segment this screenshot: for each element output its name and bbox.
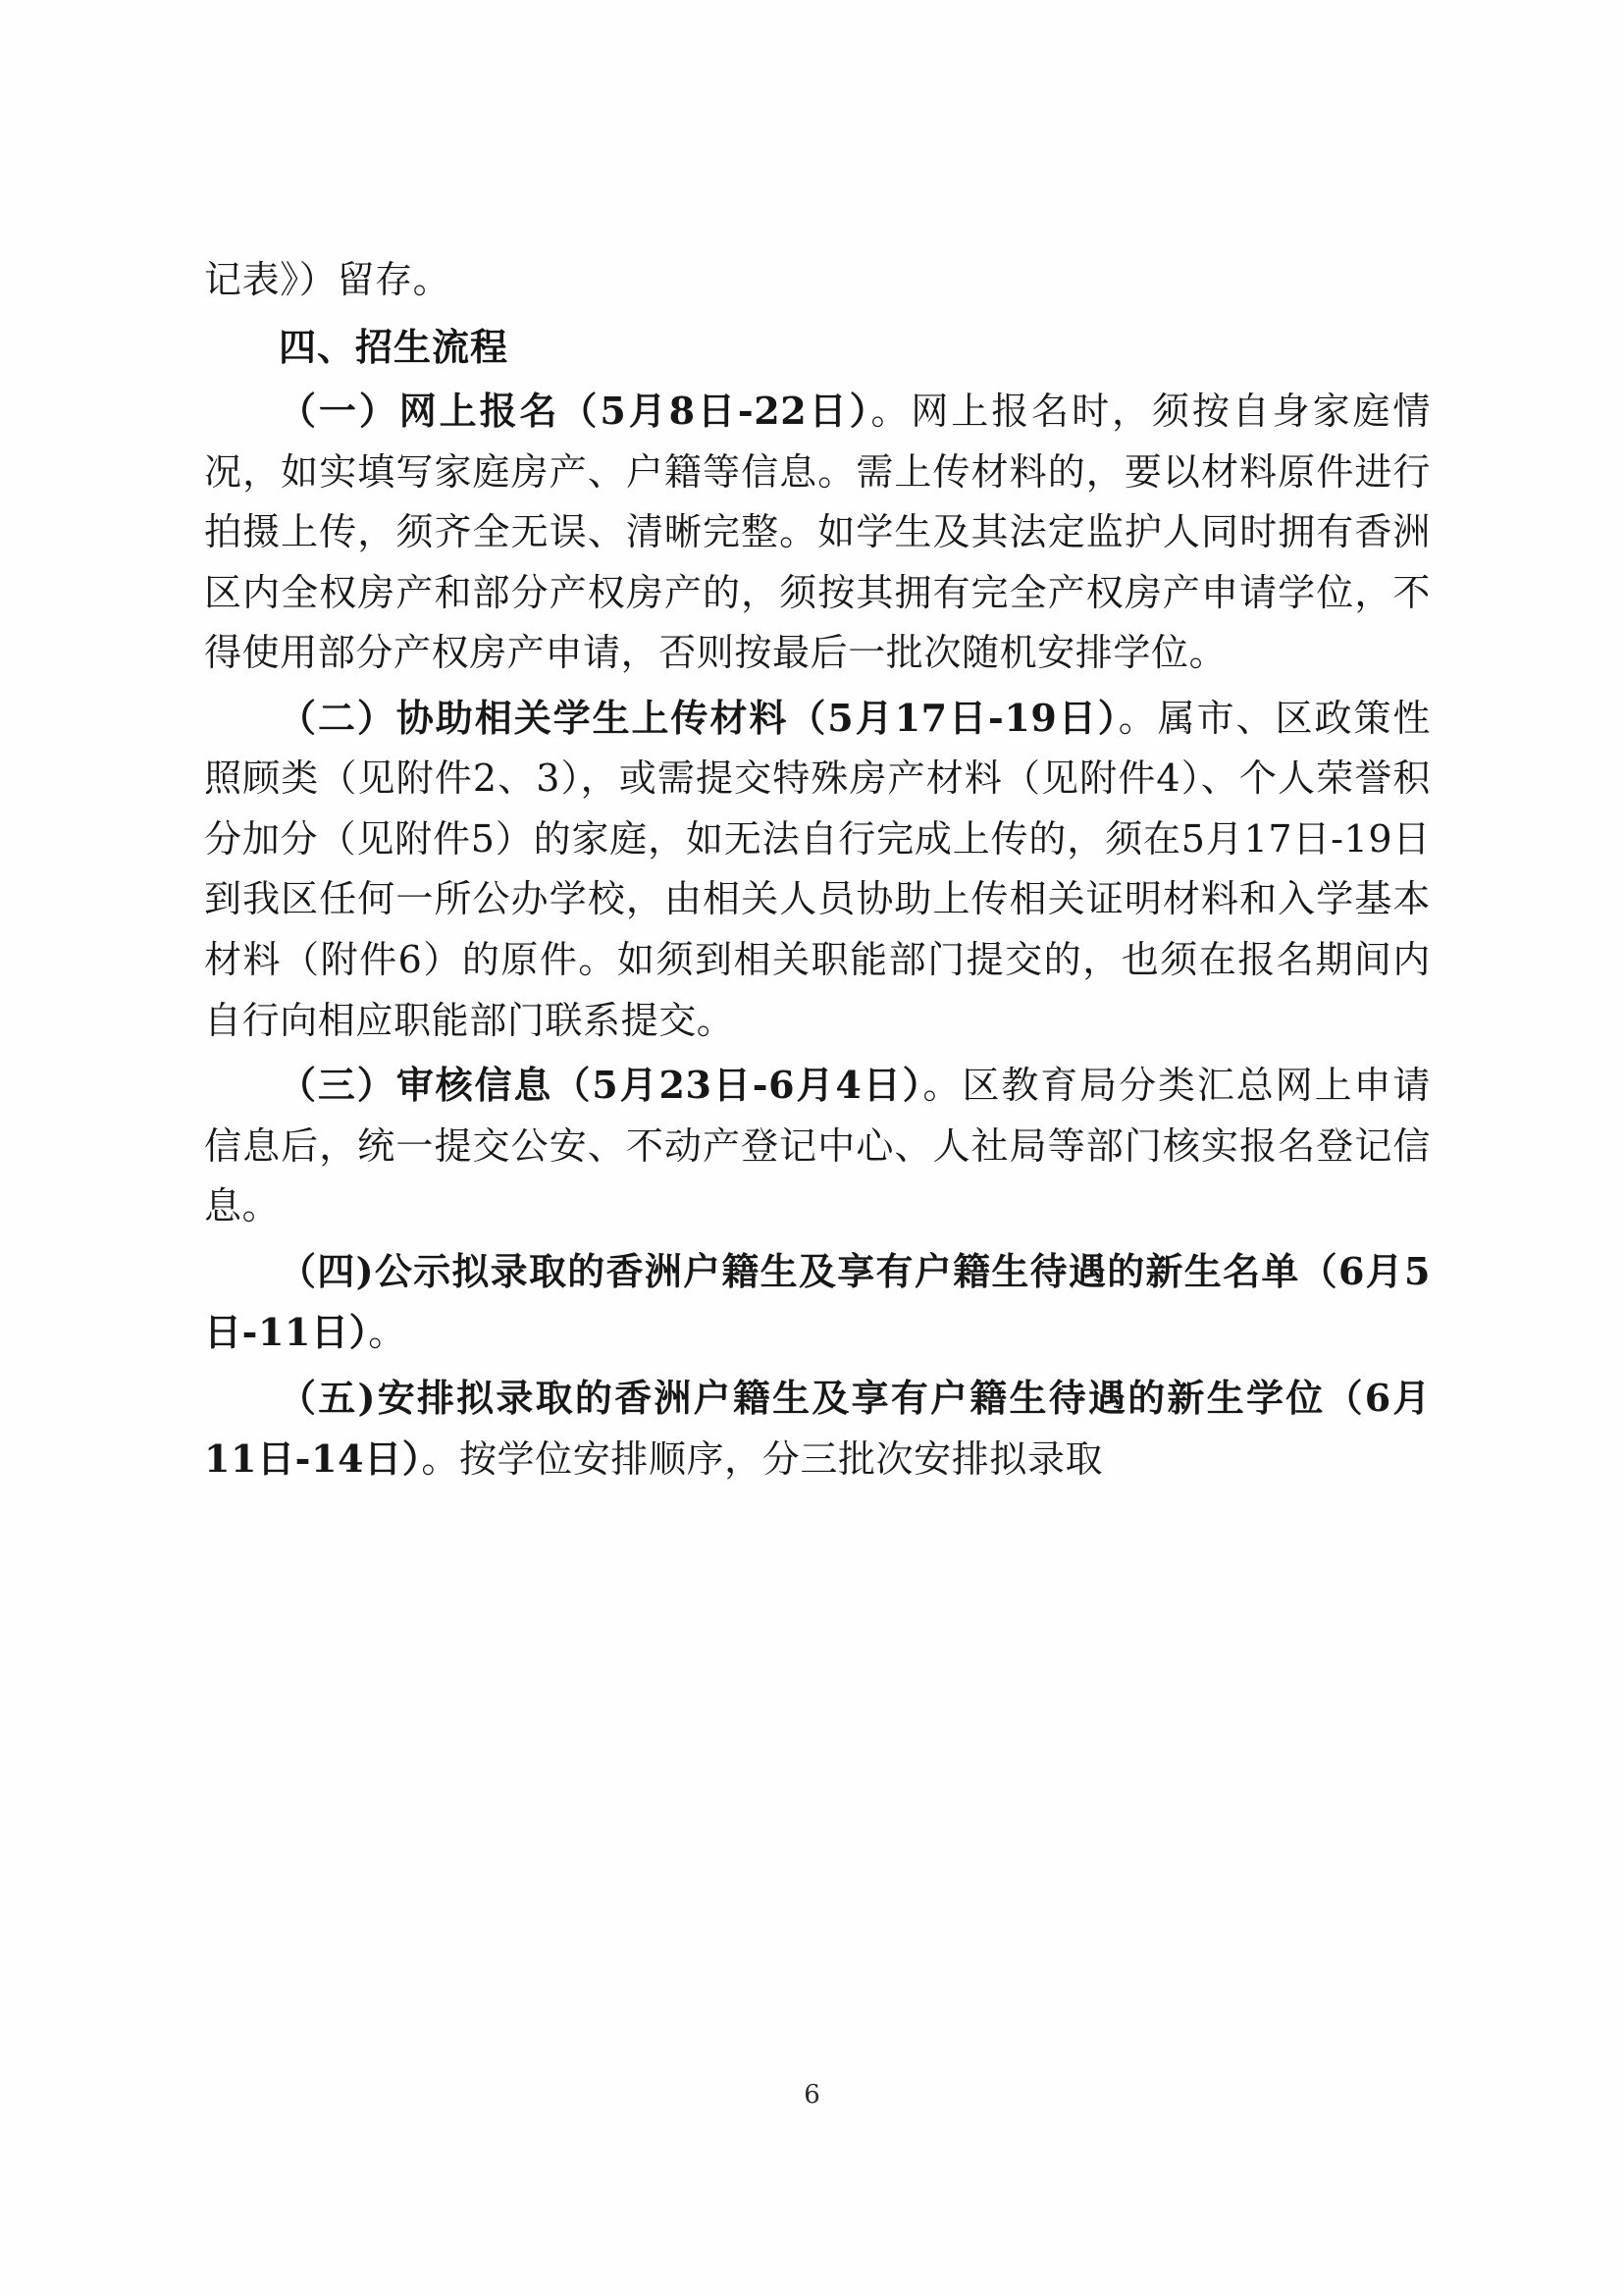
paragraph-lead-publicize-list: （四)公示拟录取的香洲户籍生及享有户籍生待遇的新生名单（6月5日-11日） bbox=[204, 1248, 1431, 1355]
paragraph-assist-upload bbox=[204, 688, 1431, 1051]
paragraph-lead-arrange-seats: （五)安排拟录取的香洲户籍生及享有户籍生待遇的新生学位（6月11日-14日） bbox=[204, 1375, 1431, 1482]
paragraph-lead-online-registration: （一）网上报名（5月8日-22日） bbox=[279, 389, 871, 434]
paragraph-text-online-registration: 。网上报名时，须按自身家庭情况，如实填写家庭房产、户籍等信息。需上传材料的，要以材料原件进行拍摄上传，须齐全无误、清晰完整。如学生及其法定监护人同时拥有香洲区内全权房产和部分产权房产的，须按其拥有完全产权房产申请学位，不得使用部分产权房产申请，否则按最后一批次随机安排学位。 bbox=[204, 390, 1431, 675]
paragraph-online-registration bbox=[204, 381, 1431, 684]
paragraph-text-publicize-list: 。 bbox=[368, 1311, 406, 1355]
paragraph-text-verify-info: 。区教育局分类汇总网上申请信息后，统一提交公安、不动产登记中心、人社局等部门核实报名登记信息。 bbox=[204, 1064, 1431, 1228]
paragraph-lead-assist-upload: （二）协助相关学生上传材料（5月17日-19日） bbox=[279, 695, 1119, 740]
paragraph-publicize-list bbox=[204, 1241, 1431, 1364]
paragraph-text-assist-upload: 。属市、区政策性照顾类（见附件2、3），或需提交特殊房产材料（见附件4）、个人荣誉积分加分（见附件5）的家庭，如无法自行完成上传的，须在5月17日-19日到我区任何一所公办学校，由相关人员协助上传相关证明材料和入学基本材料（附件6）的原件。如须到相关职能部门提交的，也须在报名期间内自行向相应职能部门联系提交。 bbox=[204, 696, 1431, 1042]
section-heading-admission-process: 四、招生流程 bbox=[279, 324, 509, 369]
paragraph-verify-info bbox=[204, 1055, 1431, 1237]
paragraph-continuation: 记表》）留存。 bbox=[204, 258, 451, 301]
paragraph-arrange-seats bbox=[204, 1368, 1431, 1490]
page-number: 6 bbox=[804, 2080, 820, 2110]
paragraph-lead-verify-info: （三）审核信息（5月23日-6月4日） bbox=[279, 1063, 923, 1108]
paragraph-text-arrange-seats: 。按学位安排顺序，分三批次安排拟录取 bbox=[421, 1437, 1104, 1482]
document-body bbox=[204, 250, 1431, 1494]
